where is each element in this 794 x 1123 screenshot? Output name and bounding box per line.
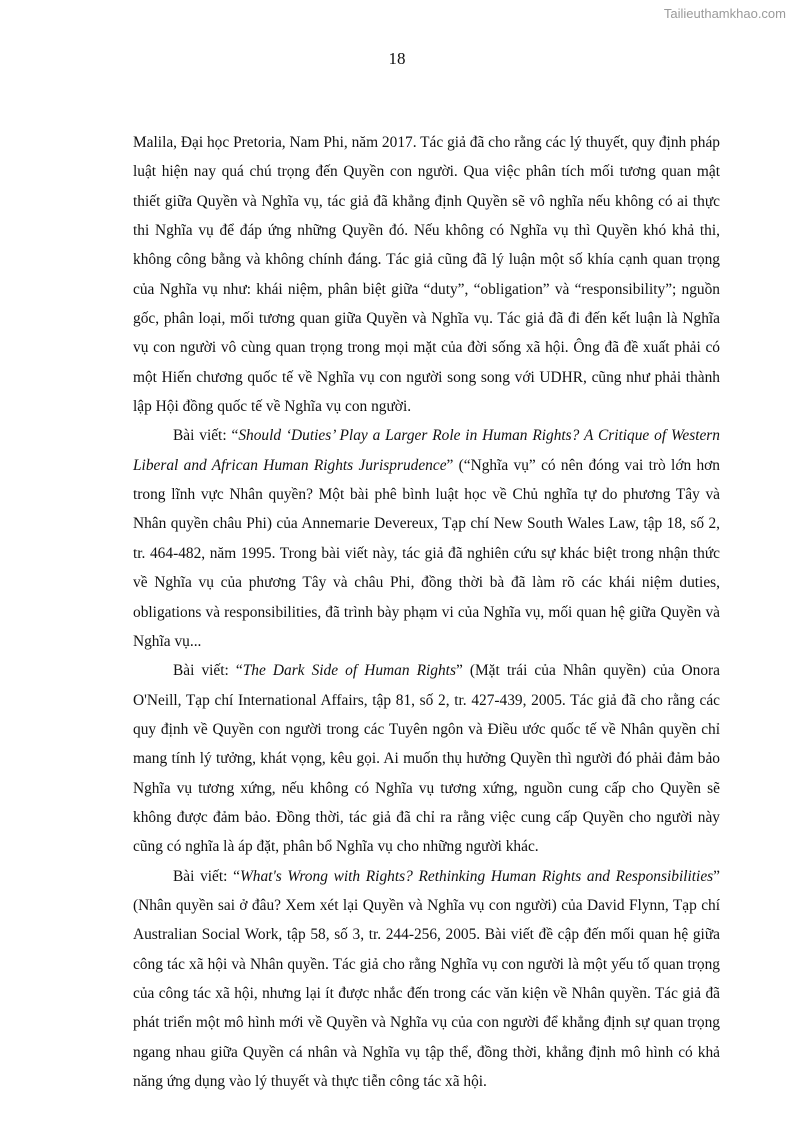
article-title: What's Wrong with Rights? Rethinking Human Rights and Responsibilities xyxy=(239,867,714,885)
citation-body: ” (Nhân quyền sai ở đâu? Xem xét lại Quyền và Nghĩa vụ con người) của David Flynn, Tạp chí Australian Social Work, tập 58, số 3, tr. 244-256, 2005. Bài viết đề cập đến mối quan hệ giữa công tác xã hội và Nhân quyền. Tác giả cho rằng Nghĩa vụ con người là một yếu tố quan trọng của công tác xã hội, nhưng lại ít được nhắc đến trong các văn kiện về Nhân quyền. Tác giả đã phát triển một mô hình mới về Quyền và Nghĩa vụ của con người để khẳng định sự quan trọng ngang nhau giữa Quyền cá nhân và Nghĩa vụ tập thể, đồng thời, khẳng định mô hình có khả năng ứng dụng vào lý thuyết và thực tiễn công tác xã hội. xyxy=(133,867,720,1090)
paragraph-devereux xyxy=(133,421,720,656)
paragraph-oneill xyxy=(133,656,720,861)
paragraph-flynn xyxy=(133,862,720,1097)
article-title: The Dark Side of Human Rights xyxy=(242,662,456,680)
watermark: Tailieuthamkhao.com xyxy=(663,6,786,21)
citation-body: ” (“Nghĩa vụ” có nên đóng vai trò lớn hơn trong lĩnh vực Nhân quyền? Một bài phê bình luật học về Chủ nghĩa tự do phương Tây và Nhân quyền châu Phi) của Annemarie Devereux, Tạp chí New South Wales Law, tập 18, số 2, tr. 464-482, năm 1995. Trong bài viết này, tác giả đã nghiên cứu sự khác biệt trong nhận thức về Nghĩa vụ của phương Tây và châu Phi, đồng thời bà đã làm rõ các khái niệm duties, obligations và responsibilities, đã trình bày phạm vi của Nghĩa vụ, mối quan hệ giữa Quyền và Nghĩa vụ... xyxy=(133,456,720,650)
citation-body: ” (Mặt trái của Nhân quyền) của Onora O'Neill, Tạp chí International Affairs, tập 81, số 2, tr. 427-439, 2005. Tác giả đã cho rằng các quy định về Quyền con người trong các Tuyên ngôn và Điều ước quốc tế về Nhân quyền chỉ mang tính lý tưởng, khát vọng, kêu gọi. Ai muốn thụ hưởng Quyền thì người đó phải đảm bảo Nghĩa vụ tương xứng, nếu không có Nghĩa vụ tương xứng, nguồn cung cấp cho Quyền sẽ không được đảm bảo. Đồng thời, tác giả đã chỉ ra rằng việc cung cấp Quyền cho người này cũng có nghĩa là áp đặt, phân bổ Nghĩa vụ cho những người khác. xyxy=(133,662,720,856)
page-number: 18 xyxy=(388,49,406,68)
citation-prefix: Bài viết: “ xyxy=(173,662,243,680)
document-body xyxy=(133,128,720,1096)
paragraph-continuation: Malila, Đại học Pretoria, Nam Phi, năm 2017. Tác giả đã cho rằng các lý thuyết, quy định pháp luật hiện nay quá chú trọng đến Quyền con người. Qua việc phân tích mối tương quan mật thiết giữa Quyền và Nghĩa vụ, tác giả đã khẳng định Quyền sẽ vô nghĩa nếu không có ai thực thi Nghĩa vụ để đáp ứng những Quyền đó. Nếu không có Nghĩa vụ thì Quyền khó khả thi, không công bằng và không chính đáng. Tác giả cũng đã lý luận một số khía cạnh quan trọng của Nghĩa vụ như: khái niệm, phân biệt giữa “duty”, “obligation” và “responsibility”; nguồn gốc, phân loại, mối tương quan giữa Quyền và Nghĩa vụ. Tác giả đã đi đến kết luận là Nghĩa vụ con người vô cùng quan trọng trong mọi mặt của đời sống xã hội. Ông đã đề xuất phải có một Hiến chương quốc tế về Nghĩa vụ con người song song với UDHR, cũng như phải thành lập Hội đồng quốc tế về Nghĩa vụ con người. xyxy=(133,134,720,416)
citation-prefix: Bài viết: “ xyxy=(173,427,239,445)
citation-prefix: Bài viết: “ xyxy=(173,867,240,885)
article-title: Should ‘Duties’ Play a Larger Role in Human Rights? A Critique of Western Liberal and African Human Rights Jurisprudence xyxy=(133,427,720,474)
